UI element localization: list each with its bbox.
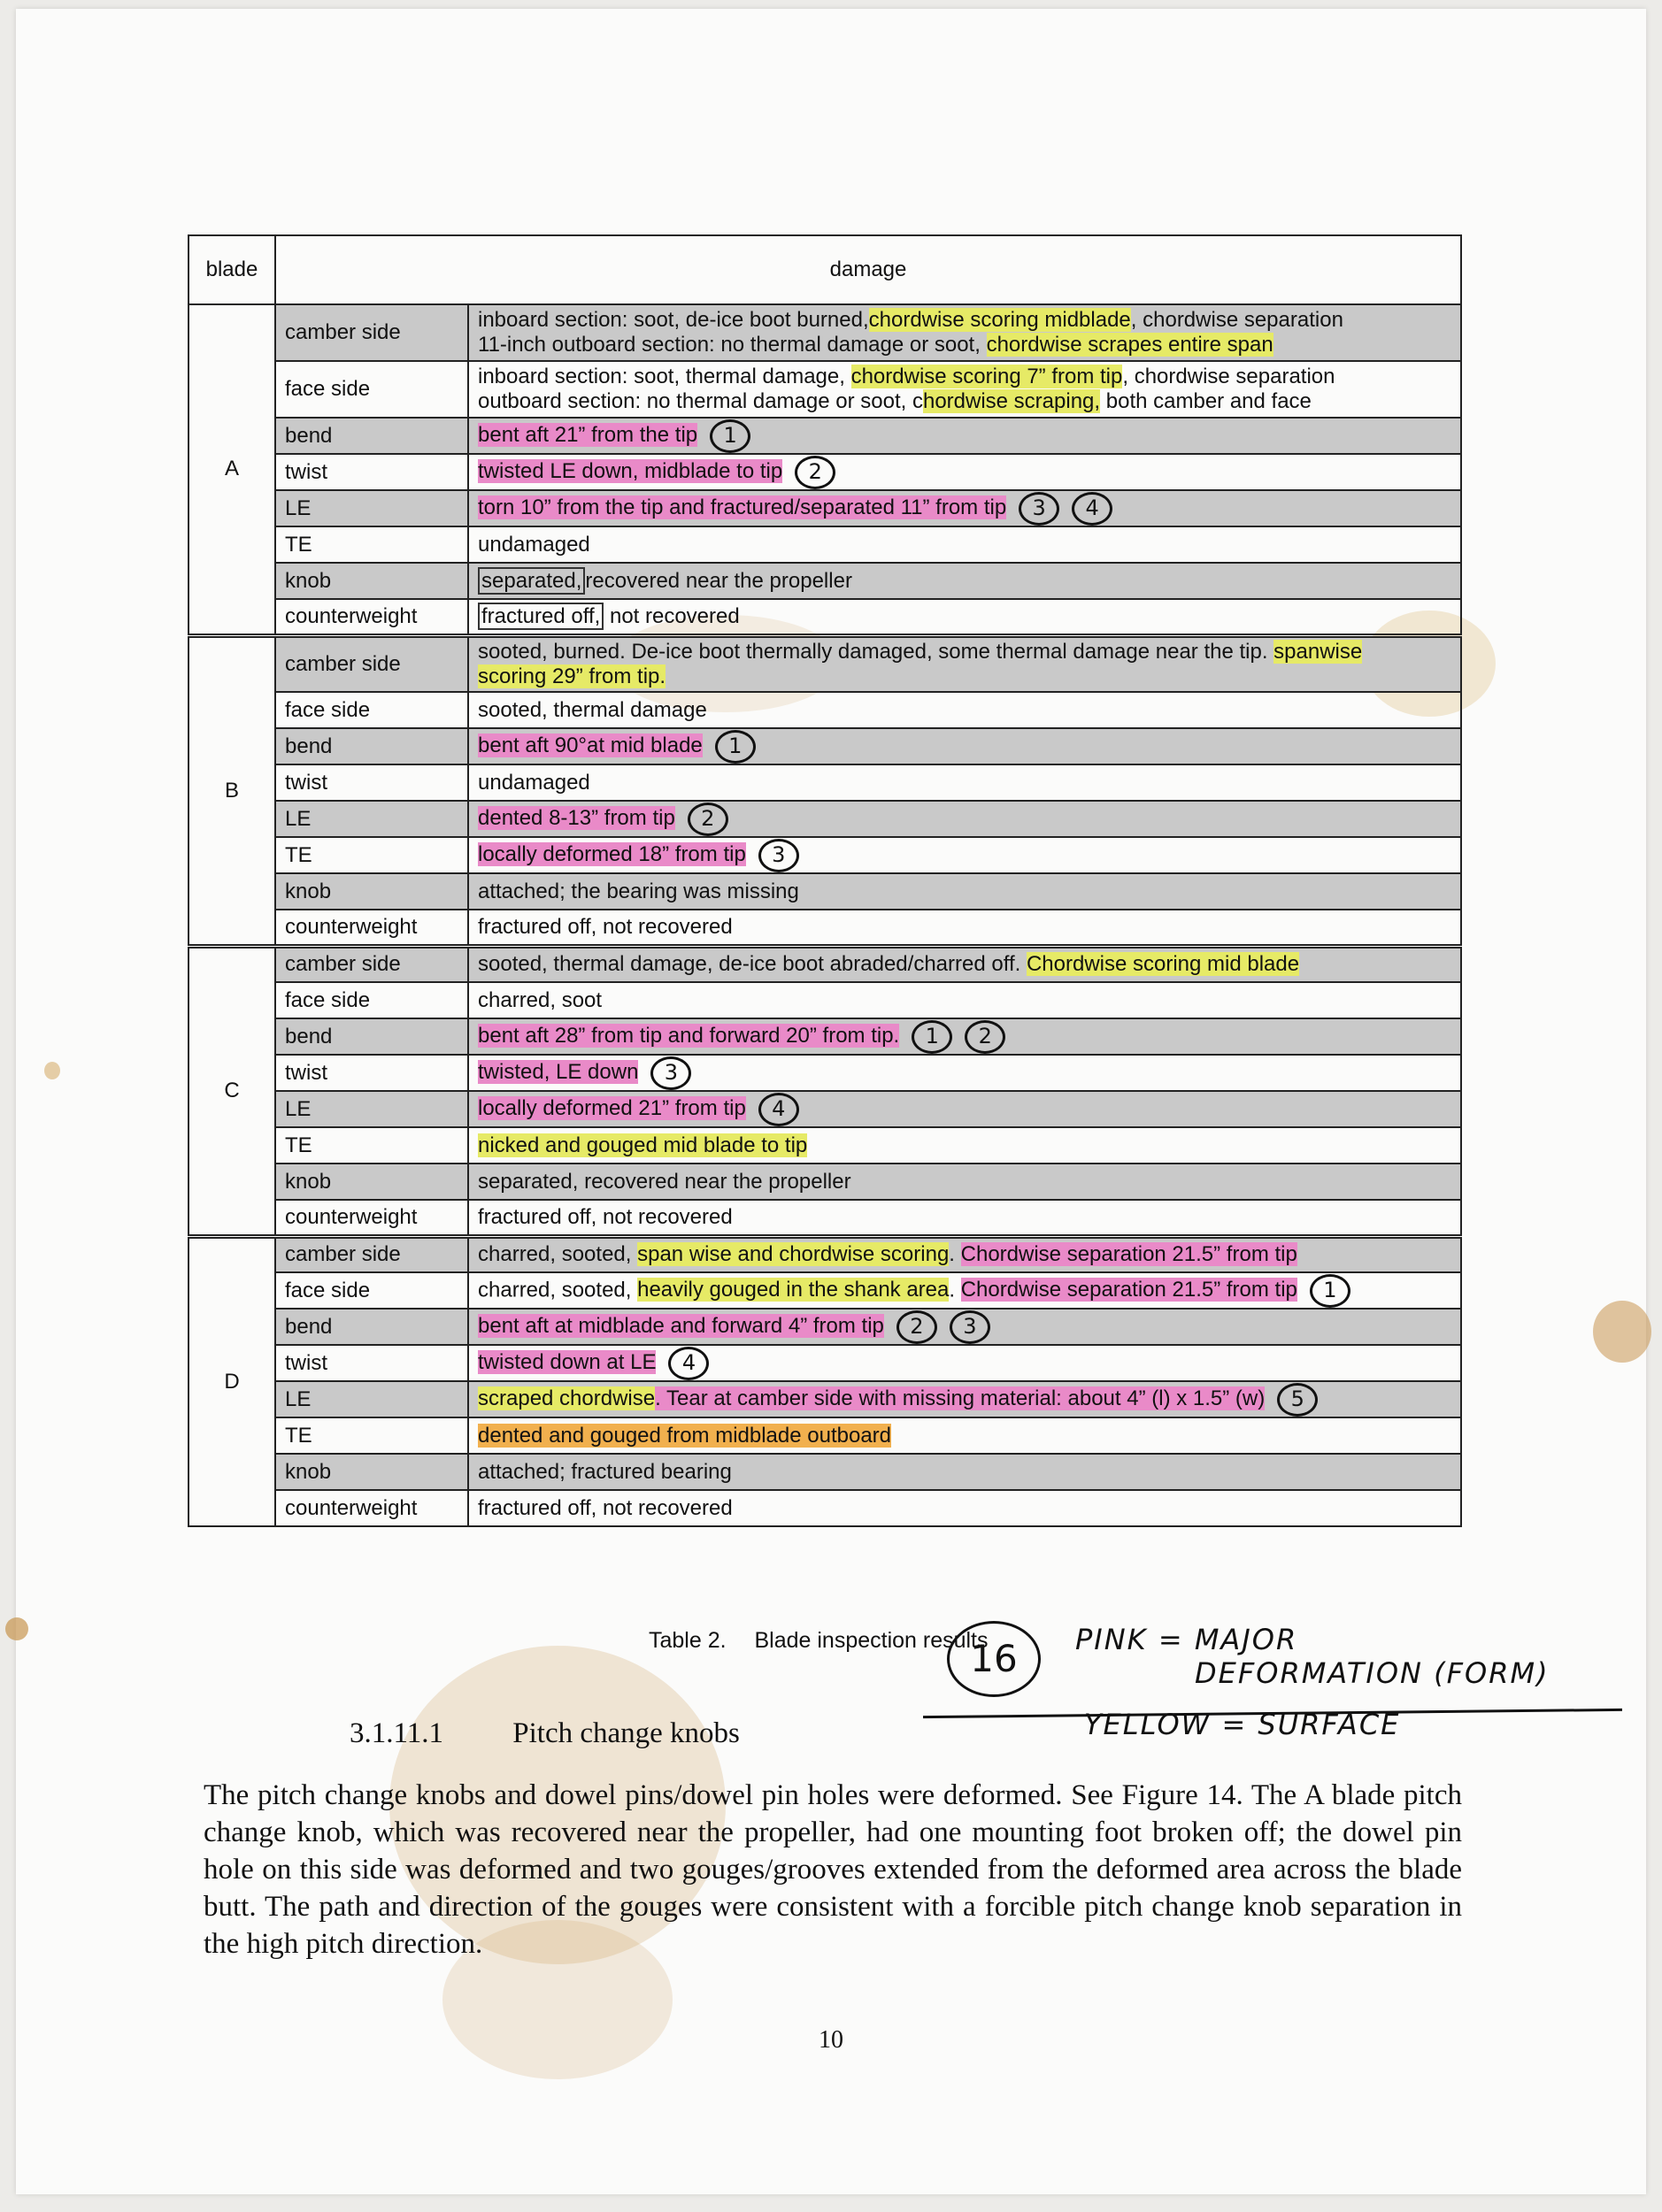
blade-label: D [189,1236,275,1526]
body-paragraph: The pitch change knobs and dowel pins/dowel pin holes were deformed. See Figure 14. The A blade pitch change knob, which was recovered near the propeller, had one mounting foot broken off; the dowel pin hole on this side was deformed and two gouges/grooves extended from the deformed area across the blade butt. The path and direction of the gouges were consistent with a forcible pitch change knob separation in the high pitch direction. [204,1779,1462,1960]
highlighted-text: Chordwise separation 21.5” from tip [960,1277,1297,1302]
circled-number-annotation: 3 [950,1310,990,1344]
damage-text: fractured off, not recovered [478,914,733,939]
circled-number-annotation: 4 [668,1347,709,1380]
property-cell: knob [275,1454,468,1490]
highlighted-text: dented and gouged from midblade outboard [478,1423,892,1448]
circled-number-annotation: 2 [896,1310,937,1344]
damage-description-cell [468,563,1461,599]
table-row [189,563,1461,599]
table-row [189,1490,1461,1526]
table-row [189,1091,1461,1127]
property-cell: bend [275,1018,468,1055]
property-cell: bend [275,418,468,454]
circled-number-annotation: 2 [965,1020,1005,1054]
highlighted-text: Chordwise separation 21.5” from tip [960,1242,1297,1267]
highlighted-text: twisted, LE down [478,1059,639,1084]
damage-description-cell [468,1490,1461,1526]
property-cell: counterweight [275,1200,468,1236]
highlighted-text: torn 10” from the tip and fractured/separated 11” from tip [478,495,1007,519]
damage-text: sooted, thermal damage, de-ice boot abraded/charred off. [478,952,1027,977]
table-row [189,1454,1461,1490]
table-row [189,635,1461,692]
blade-label: A [189,304,275,635]
table-row [189,692,1461,728]
property-cell: knob [275,873,468,910]
damage-text: not recovered [604,603,740,628]
damage-description-cell [468,490,1461,526]
damage-text: 11-inch outboard section: no thermal damage or soot, [478,333,987,357]
damage-text: separated, [478,567,585,595]
caption-label: Table 2. [649,1628,727,1653]
circled-number-annotation: 1 [715,730,756,764]
circled-number-annotation: 4 [758,1093,799,1126]
highlighted-text: spanwise [1273,639,1363,664]
damage-text: fractured off, not recovered [478,1495,733,1520]
highlighted-text: bent aft at midblade and forward 4” from tip [478,1313,884,1338]
damage-text: both camber and face [1100,389,1312,413]
damage-text: charred, sooted, [478,1242,638,1267]
circled-number-annotation: 1 [912,1020,952,1054]
page-number: 10 [819,2026,843,2054]
section-number: 3.1.11.1 [350,1717,444,1749]
table-row [189,728,1461,764]
property-cell: twist [275,1055,468,1091]
table-row [189,418,1461,454]
damage-description-cell [468,418,1461,454]
circled-number-annotation: 5 [1277,1383,1318,1417]
property-cell: LE [275,490,468,526]
highlighted-text: chordwise scoring 7” from tip [850,365,1123,388]
damage-text: charred, sooted, [478,1277,638,1302]
damage-description-cell [468,635,1461,692]
damage-text: inboard section: soot, thermal damage, [478,365,851,388]
table-row [189,1127,1461,1164]
property-cell: bend [275,1309,468,1345]
property-cell: bend [275,728,468,764]
table-row [189,1200,1461,1236]
property-cell: knob [275,1164,468,1200]
property-cell: counterweight [275,599,468,635]
highlighted-text: Chordwise scoring mid blade [1026,952,1300,977]
table-row [189,946,1461,982]
property-cell: TE [275,526,468,563]
section-title: Pitch change knobs [512,1717,740,1749]
circled-number-annotation: 3 [758,839,799,872]
damage-description-cell [468,728,1461,764]
damage-description-cell [468,1055,1461,1091]
table-row [189,1236,1461,1272]
blade-label: B [189,635,275,946]
highlighted-text: bent aft 21” from the tip [478,422,698,447]
property-cell: counterweight [275,910,468,946]
damage-description-cell [468,692,1461,728]
damage-description-cell [468,873,1461,910]
circled-number-annotation: 2 [795,456,835,489]
damage-description-cell [468,361,1461,418]
property-cell: TE [275,837,468,873]
table-row [189,1018,1461,1055]
highlighted-text: bent aft 90°at mid blade [478,733,703,757]
highlighted-text: locally deformed 21” from tip [478,1095,746,1120]
damage-description-cell [468,1381,1461,1417]
circled-number-annotation: 3 [650,1056,691,1090]
table-row [189,801,1461,837]
table-row [189,1309,1461,1345]
blade-label: C [189,946,275,1236]
property-cell: TE [275,1127,468,1164]
highlighted-text: chordwise scoring midblade [868,308,1131,332]
table-row [189,361,1461,418]
damage-description-cell [468,454,1461,490]
damage-text: charred, soot [478,987,603,1012]
property-cell: twist [275,1345,468,1381]
property-cell: face side [275,692,468,728]
damage-text: sooted, burned. De-ice boot thermally damaged, some thermal damage near the tip. [478,639,1274,664]
table-row [189,1272,1461,1309]
property-cell: camber side [275,946,468,982]
damage-text: . [949,1242,961,1267]
highlighted-text: span wise and chordwise scoring [637,1242,950,1267]
table-header-row [189,235,1461,304]
property-cell: camber side [275,635,468,692]
damage-text: , chordwise separation [1122,365,1335,388]
damage-description-cell [468,1272,1461,1309]
circled-number-annotation: 1 [710,419,750,453]
table-row [189,304,1461,361]
damage-text: , chordwise separation [1130,308,1343,332]
damage-text: undamaged [478,532,590,557]
highlighted-text: dented 8-13” from tip [478,805,675,830]
property-cell: counterweight [275,1490,468,1526]
highlighted-text: heavily gouged in the shank area [637,1277,950,1302]
property-cell: camber side [275,1236,468,1272]
highlighted-text: twisted down at LE [478,1349,657,1374]
damage-text: fractured off, [478,603,604,630]
damage-text: sooted, thermal damage [478,697,707,722]
property-cell: knob [275,563,468,599]
highlighted-text: chordwise scrapes entire span [986,333,1273,357]
property-cell: LE [275,1091,468,1127]
damage-text: fractured off, not recovered [478,1204,733,1229]
property-cell: LE [275,1381,468,1417]
damage-description-cell [468,1454,1461,1490]
damage-description-cell [468,946,1461,982]
damage-description-cell [468,1200,1461,1236]
property-cell: camber side [275,304,468,361]
damage-description-cell [468,1236,1461,1272]
handwritten-legend-pink-2: DEFORMATION (FORM) [1195,1656,1550,1690]
damage-text: outboard section: no thermal damage or soot, c [478,389,923,413]
damage-text: . [949,1277,961,1302]
table-row [189,490,1461,526]
property-cell: face side [275,1272,468,1309]
damage-text: attached; fractured bearing [478,1459,732,1484]
table-row [189,873,1461,910]
blade-damage-table [188,234,1462,1527]
property-cell: face side [275,982,468,1018]
highlighted-text: . Tear at camber side with missing material: about 4” (l) x 1.5” (w) [655,1386,1266,1410]
table-body [189,304,1461,1526]
table-row [189,526,1461,563]
highlighted-text: locally deformed 18” from tip [478,841,746,866]
table-row [189,599,1461,635]
caption-text: Blade inspection results [754,1628,989,1653]
damage-description-cell [468,801,1461,837]
circled-number-annotation: 3 [1019,492,1059,526]
damage-description-cell [468,1309,1461,1345]
damage-description-cell [468,837,1461,873]
table-row [189,1055,1461,1091]
damage-description-cell [468,910,1461,946]
damage-text: recovered near the propeller [585,568,852,593]
circled-page-number: 16 [947,1621,1041,1697]
damage-text: attached; the bearing was missing [478,879,799,903]
table-row [189,1381,1461,1417]
property-cell: LE [275,801,468,837]
highlighted-text: scraped chordwise [478,1386,656,1410]
damage-text: separated, recovered near the propeller [478,1169,851,1194]
table-row [189,837,1461,873]
damage-text: inboard section: soot, de-ice boot burned, [478,308,869,332]
highlighted-text: twisted LE down, midblade to tip [478,458,783,483]
damage-description-cell [468,982,1461,1018]
property-cell: face side [275,361,468,418]
damage-description-cell [468,1127,1461,1164]
table-row [189,1345,1461,1381]
damage-column-header: damage [275,235,1461,304]
highlighted-text: bent aft 28” from tip and forward 20” from tip. [478,1023,900,1048]
damage-description-cell [468,1417,1461,1454]
table-row [189,910,1461,946]
handwritten-legend-pink: PINK = MAJOR [1075,1623,1298,1656]
damage-description-cell [468,1164,1461,1200]
highlighted-text: hordwise scraping, [922,389,1101,413]
damage-description-cell [468,599,1461,635]
circled-number-annotation: 4 [1072,492,1112,526]
section-heading [350,1717,740,1750]
property-cell: twist [275,764,468,801]
property-cell: TE [275,1417,468,1454]
property-cell: twist [275,454,468,490]
circled-number-annotation: 1 [1310,1274,1350,1308]
table-row [189,454,1461,490]
table-row [189,1417,1461,1454]
damage-description-cell [468,526,1461,563]
table-row [189,982,1461,1018]
damage-description-cell [468,1345,1461,1381]
circled-number-annotation: 2 [688,803,728,836]
handwritten-legend-yellow: YELLOW = SURFACE [1084,1708,1401,1741]
damage-text: undamaged [478,770,590,795]
table-row [189,1164,1461,1200]
table-caption [649,1628,989,1654]
highlighted-text: scoring 29” from tip. [478,664,666,688]
damage-description-cell [468,764,1461,801]
blade-column-header: blade [189,235,275,304]
highlighted-text: nicked and gouged mid blade to tip [478,1133,808,1157]
damage-description-cell [468,304,1461,361]
damage-description-cell [468,1091,1461,1127]
table-row [189,764,1461,801]
damage-description-cell [468,1018,1461,1055]
